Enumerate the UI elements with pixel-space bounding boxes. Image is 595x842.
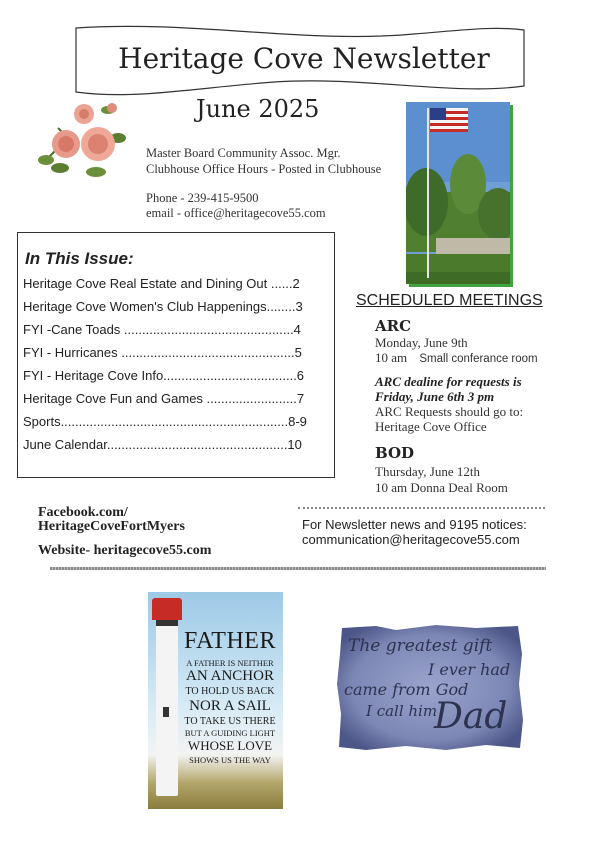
- poster-line: AN ANCHOR: [186, 668, 274, 684]
- phone: Phone - 239-415-9500: [146, 191, 259, 205]
- arc-deadline-1: ARC dealine for requests is: [375, 374, 522, 389]
- bod-title: BOD: [375, 444, 415, 462]
- poster-line: NOR A SAIL: [189, 698, 271, 714]
- dad-line: I ever had: [428, 660, 511, 679]
- newsletter-note: For Newsletter news and 9195 notices:: [302, 517, 527, 532]
- lighthouse-icon: [156, 606, 178, 796]
- horizontal-rule: [50, 567, 546, 570]
- arc-deadline-2: Friday, June 6th 3 pm: [375, 389, 495, 404]
- arc-time: 10 am: [375, 350, 408, 365]
- dad-line: I call him: [366, 702, 438, 720]
- in-this-issue-heading: In This Issue:: [25, 249, 134, 268]
- email: email - office@heritagecove55.com: [146, 206, 326, 220]
- poster-line: BUT A GUIDING LIGHT: [184, 728, 276, 738]
- toc-item: June Calendar..................................................10: [23, 437, 302, 452]
- arc-time-room: [375, 350, 538, 366]
- newsletter-title: Heritage Cove Newsletter: [118, 42, 490, 75]
- poster-line: SHOWS US THE WAY: [189, 755, 271, 765]
- facebook-link-2[interactable]: HeritageCoveFortMyers: [38, 519, 185, 534]
- lighthouse-gallery: [156, 620, 178, 626]
- toc-item: FYI - Hurricanes ................................................5: [23, 345, 302, 360]
- manager-line: Master Board Community Assoc. Mgr.: [146, 146, 341, 160]
- toc-item: Heritage Cove Fun and Games .........................7: [23, 391, 305, 406]
- poster-line: WHOSE LOVE: [187, 738, 273, 753]
- arc-requests-2: Heritage Cove Office: [375, 419, 487, 434]
- arc-title: ARC: [375, 317, 412, 335]
- website-link[interactable]: Website- heritagecove55.com: [38, 543, 212, 558]
- arc-room: Small conferance room: [419, 353, 538, 365]
- toc-item: FYI - Heritage Cove Info.....................................6: [23, 368, 305, 383]
- dad-line: The greatest gift: [348, 636, 493, 656]
- roses-illustration: [38, 98, 130, 182]
- dotted-divider: [298, 507, 545, 509]
- poster-title: FATHER: [184, 628, 276, 654]
- toc-item: Heritage Cove Women's Club Happenings........3: [23, 299, 303, 314]
- poster-line: A FATHER IS NEITHER: [186, 658, 274, 668]
- flag-photo: [406, 102, 510, 284]
- poster-line: TO HOLD US BACK: [185, 686, 275, 697]
- bod-date: Thursday, June 12th: [375, 464, 480, 479]
- scheduled-meetings-heading: SCHEDULED MEETINGS: [356, 292, 543, 309]
- newsletter-email[interactable]: communication@heritagecove55.com: [302, 532, 520, 547]
- poster-line: TO TAKE US THERE: [184, 716, 276, 727]
- arc-date: Monday, June 9th: [375, 335, 468, 350]
- bod-time-room: 10 am Donna Deal Room: [375, 480, 508, 495]
- dad-word: Dad: [434, 696, 508, 737]
- father-poster: [148, 592, 283, 809]
- arc-requests-1: ARC Requests should go to:: [375, 404, 524, 419]
- toc-item: FYI -Cane Toads ...............................................4: [23, 322, 301, 337]
- dad-quote-card: [336, 624, 524, 752]
- toc-item: Sports...............................................................8-9: [23, 414, 307, 429]
- office-hours: Clubhouse Office Hours - Posted in Clubhouse: [146, 162, 382, 176]
- issue-date: June 2025: [196, 95, 320, 123]
- facebook-link-1[interactable]: Facebook.com/: [38, 505, 128, 520]
- toc-item: Heritage Cove Real Estate and Dining Out ......2: [23, 276, 300, 291]
- lighthouse-window: [163, 707, 169, 717]
- dad-line: came from God: [344, 680, 469, 699]
- lighthouse-top: [152, 598, 182, 620]
